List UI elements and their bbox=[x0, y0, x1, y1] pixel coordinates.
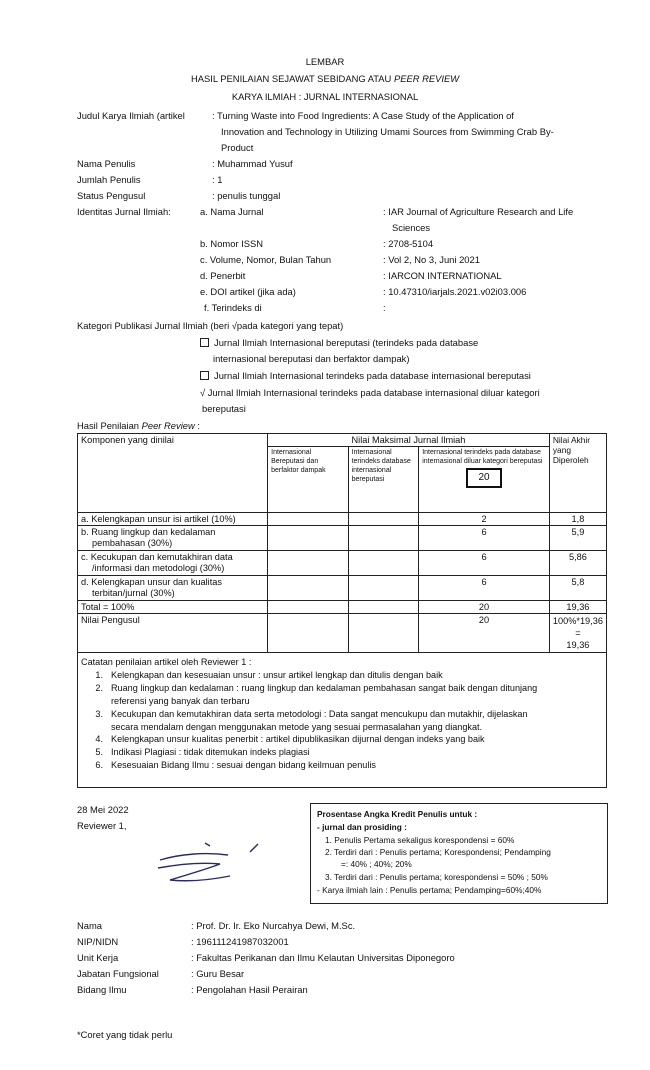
row-komponen: b. Ruang lingkup dan kedalaman bbox=[81, 527, 216, 537]
table-row bbox=[78, 576, 607, 601]
catatan-title: Catatan penilaian artikel oleh Reviewer 1 : bbox=[81, 657, 252, 667]
kategori-option-1-line2: internasional bereputasi dan berfaktor dampak) bbox=[213, 353, 410, 364]
header-komponen: Komponen yang dinilai bbox=[78, 434, 268, 513]
kategori-option-1[interactable] bbox=[200, 337, 478, 348]
penilaian-table bbox=[77, 433, 607, 788]
catatan-num: 4. bbox=[95, 734, 103, 745]
row-komponen-2: pembahasan (30%) bbox=[92, 538, 173, 548]
row-komponen: c. Kecukupan dan kemutakhiran data bbox=[81, 552, 233, 562]
catatan-text: Kelengkapan unsur kualitas penerbit : artikel dipublikasikan dijurnal dengan indeks yang baik bbox=[111, 734, 485, 745]
hasil-label-text: Hasil Penilaian bbox=[77, 420, 142, 431]
status-label: Status Pengusul bbox=[77, 190, 146, 201]
field-doi-label: e. DOI artikel (jika ada) bbox=[200, 286, 296, 297]
field-terindeks-value: : bbox=[383, 302, 386, 313]
catatan-item bbox=[81, 708, 603, 721]
table-row-total bbox=[78, 601, 607, 614]
kategori-option-3-line2: bereputasi bbox=[202, 403, 246, 414]
jumlah-label: Jumlah Penulis bbox=[77, 174, 141, 185]
catatan-num: 3. bbox=[95, 708, 103, 719]
prosentase-box bbox=[310, 803, 608, 904]
hasil-label-suffix: : bbox=[194, 420, 200, 431]
field-terindeks-label: f. Terindeks di bbox=[204, 302, 262, 313]
judul-line-2: Innovation and Technology in Utilizing Umami Sources from Swimming Crab By- bbox=[221, 126, 554, 137]
row-akhir: 5,9 bbox=[549, 526, 606, 551]
prosentase-sub2: - Karya ilmiah lain : Penulis pertama; Pendamping=60%;40% bbox=[317, 885, 542, 895]
table-row-nilai-pengusul bbox=[78, 614, 607, 653]
boxed-max-value: 20 bbox=[466, 468, 502, 488]
row-max: 20 bbox=[419, 614, 550, 653]
field-doi-value: : 10.47310/iarjals.2021.v02i03.006 bbox=[383, 286, 527, 297]
prosentase-item-3: 3. Terdiri dari : Penulis pertama; korespondensi = 50% ; 50% bbox=[325, 872, 548, 882]
table-row bbox=[78, 551, 607, 576]
prosentase-sub1: - jurnal dan prosiding : bbox=[317, 822, 407, 832]
handwritten-signature-icon bbox=[150, 838, 270, 888]
row-akhir: 5,8 bbox=[549, 576, 606, 601]
identitas-label: Identitas Jurnal Ilmiah: bbox=[77, 206, 171, 217]
catatan-item bbox=[81, 733, 603, 746]
prosentase-title: Prosentase Angka Kredit Penulis untuk : bbox=[317, 809, 478, 819]
reviewer-bidang-value: : Pengolahan Hasil Perairan bbox=[191, 984, 308, 995]
footnote: *Coret yang tidak perlu bbox=[77, 1029, 173, 1040]
reviewer-unit-label: Unit Kerja bbox=[77, 952, 119, 963]
row-akhir: 100%*19,36 = bbox=[552, 616, 603, 638]
reviewer-unit-value: : Fakultas Perikanan dan Ilmu Kelautan Universitas Diponegoro bbox=[191, 952, 455, 963]
row-akhir: 5,86 bbox=[549, 551, 606, 576]
prosentase-item-2: 2. Terdiri dari : Penulis pertama; Korespondensi; Pendamping bbox=[325, 847, 551, 857]
catatan-text: Kesesuaian Bidang Ilmu : sesuai dengan bidang keilmuan penulis bbox=[111, 760, 376, 771]
row-akhir: 19,36 bbox=[549, 601, 606, 614]
title-lembar: LEMBAR bbox=[305, 56, 345, 67]
row-komponen-2: /informasi dan metodologi (30%) bbox=[92, 563, 225, 573]
catatan-text-2: referensi yang banyak dan terbaru bbox=[111, 695, 250, 706]
checkbox-empty-icon[interactable] bbox=[200, 338, 209, 347]
prosentase-item-2b: =: 40% ; 40%; 20% bbox=[341, 859, 412, 869]
header-col-bereputasi-dampak: Internasional Bereputasi dan berfaktor dampak bbox=[268, 447, 348, 513]
field-issn-label: b. Nomor ISSN bbox=[200, 238, 264, 249]
row-max: 6 bbox=[419, 576, 550, 601]
checkbox-empty-icon[interactable] bbox=[200, 371, 209, 380]
catatan-item bbox=[81, 669, 603, 682]
catatan-item bbox=[81, 682, 603, 695]
jumlah-value: : 1 bbox=[212, 174, 223, 185]
judul-line-1: : Turning Waste into Food Ingredients: A Case Study of the Application of bbox=[212, 110, 514, 121]
kategori-label: Kategori Publikasi Jurnal Ilmiah (beri √pada kategori yang tepat) bbox=[77, 320, 344, 331]
reviewer-jabatan-value: : Guru Besar bbox=[191, 968, 245, 979]
status-value: : penulis tunggal bbox=[212, 190, 281, 201]
judul-label: Judul Karya Ilmiah (artikel bbox=[77, 110, 185, 121]
title-karya-ilmiah: KARYA ILMIAH : JURNAL INTERNASIONAL bbox=[231, 91, 419, 102]
catatan-text: Kelengkapan dan kesesuaian unsur : unsur artikel lengkap dan ditulis dengan baik bbox=[111, 669, 443, 680]
hasil-penilaian-label bbox=[77, 420, 200, 431]
field-volume-value: : Vol 2, No 3, Juni 2021 bbox=[383, 254, 480, 265]
kategori-option-2[interactable] bbox=[200, 370, 531, 381]
reviewer-nip-label: NIP/NIDN bbox=[77, 936, 119, 947]
header-nilai-maksimal: Nilai Maksimal Jurnal Ilmiah bbox=[268, 434, 550, 447]
catatan-text-2: secara mendalam dengan menggunakan metode yang sesuai permasalahan yang diangkat. bbox=[111, 721, 483, 732]
row-akhir-2: 19,36 bbox=[566, 640, 590, 650]
table-row bbox=[78, 513, 607, 526]
kategori-option-3: √ Jurnal Ilmiah Internasional terindeks pada database internasional diluar kategori bbox=[200, 387, 540, 398]
title-line2-italic: PEER REVIEW bbox=[393, 73, 460, 84]
row-komponen-2: terbitan/jurnal (30%) bbox=[92, 588, 175, 598]
catatan-text: Ruang lingkup dan kedalaman : ruang lingkup dan kedalaman pembahasan sangat baik dengan ditunjang bbox=[111, 682, 538, 693]
header-nilai-akhir: Nilai Akhir yang Diperoleh bbox=[549, 434, 606, 513]
title-hasil-penilaian bbox=[0, 73, 650, 84]
catatan-num: 2. bbox=[95, 682, 103, 693]
catatan-num: 6. bbox=[95, 760, 103, 771]
title-line2-text: HASIL PENILAIAN SEJAWAT SEBIDANG ATAU bbox=[190, 73, 394, 84]
kategori-option-2-text: Jurnal Ilmiah Internasional terindeks pada database internasional bereputasi bbox=[214, 370, 531, 381]
catatan-num: 5. bbox=[95, 747, 103, 758]
field-nama-jurnal-value: : IAR Journal of Agriculture Research and Life bbox=[383, 206, 574, 217]
reviewer-bidang-label: Bidang Ilmu bbox=[77, 984, 127, 995]
reviewer-jabatan-label: Jabatan Fungsional bbox=[77, 968, 159, 979]
penulis-value: : Muhammad Yusuf bbox=[212, 158, 293, 169]
field-penerbit-value: : IARCON INTERNATIONAL bbox=[383, 270, 502, 281]
signature-reviewer: Reviewer 1, bbox=[77, 820, 127, 831]
catatan-row bbox=[78, 653, 607, 788]
header-col-terindeks-bereputasi: Internasional terindeks database internasional bereputasi bbox=[348, 447, 419, 513]
field-issn-value: : 2708-5104 bbox=[383, 238, 434, 249]
row-max: 6 bbox=[419, 526, 550, 551]
catatan-item bbox=[81, 746, 603, 759]
kategori-option-1-text: Jurnal Ilmiah Internasional bereputasi (terindeks pada database bbox=[214, 337, 479, 348]
header-col-diluar-kategori bbox=[419, 447, 550, 513]
catatan-item bbox=[81, 759, 603, 772]
field-penerbit-label: d. Penerbit bbox=[200, 270, 246, 281]
row-komponen: Nilai Pengusul bbox=[78, 614, 268, 653]
prosentase-item-1: 1. Penulis Pertama sekaligus korespondensi = 60% bbox=[325, 835, 515, 845]
header-col-diluar-kategori-text: Internasional terindeks pada database internasional diluar kategori bereputasi bbox=[422, 449, 543, 465]
reviewer-nip-value: : 196111241987032001 bbox=[191, 936, 289, 947]
row-komponen: a. Kelengkapan unsur isi artikel (10%) bbox=[81, 514, 236, 524]
row-komponen: d. Kelengkapan unsur dan kualitas bbox=[81, 577, 222, 587]
signature-date: 28 Mei 2022 bbox=[77, 804, 129, 815]
row-akhir: 1,8 bbox=[549, 513, 606, 526]
catatan-num: 1. bbox=[95, 669, 103, 680]
field-volume-label: c. Volume, Nomor, Bulan Tahun bbox=[200, 254, 332, 265]
table-row bbox=[78, 526, 607, 551]
field-nama-jurnal-value-2: Sciences bbox=[392, 222, 431, 233]
judul-line-3: Product bbox=[221, 142, 254, 153]
row-max: 20 bbox=[419, 601, 550, 614]
field-nama-jurnal-label: a. Nama Jurnal bbox=[200, 206, 264, 217]
row-max: 2 bbox=[419, 513, 550, 526]
reviewer-nama-label: Nama bbox=[77, 920, 103, 931]
catatan-text: Indikasi Plagiasi : tidak ditemukan indeks plagiasi bbox=[111, 747, 310, 758]
row-komponen: Total = 100% bbox=[78, 601, 268, 614]
row-max: 6 bbox=[419, 551, 550, 576]
catatan-text: Kecukupan dan kemutakhiran data serta metodologi : Data sangat mencukupu dan mutakhir, dijelaskan bbox=[111, 708, 528, 719]
hasil-label-italic: Peer Review bbox=[141, 420, 195, 431]
reviewer-nama-value: : Prof. Dr. Ir. Eko Nurcahya Dewi, M.Sc. bbox=[191, 920, 356, 931]
penulis-label: Nama Penulis bbox=[77, 158, 136, 169]
